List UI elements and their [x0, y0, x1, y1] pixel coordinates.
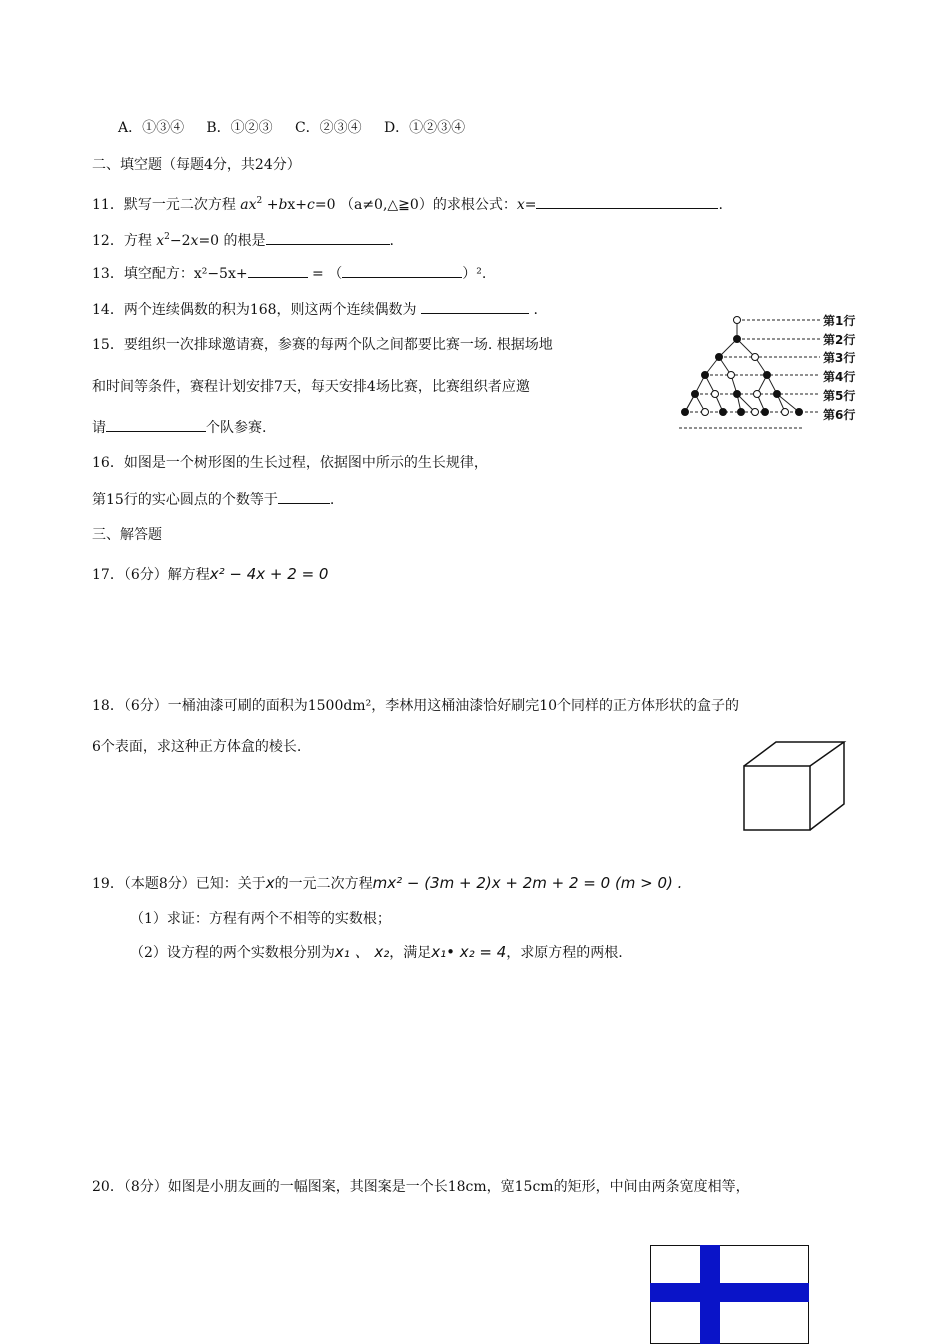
question-16-line1: 16．如图是一个树形图的生长过程，依据图中所示的生长规律， — [92, 455, 488, 471]
equation-19: mx² − (3m + 2)x + 2m + 2 = 0 (m > 0) . — [372, 874, 683, 892]
answer-blank-13a[interactable] — [248, 263, 308, 278]
section-2-heading: 二、填空题（每题4分，共24分） — [92, 157, 301, 173]
answer-blank-12[interactable] — [266, 230, 390, 245]
question-18-line1: 18．（6分）一桶油漆可刷的面积为1500dm²，李林用这桶油漆恰好刷完10个同样的正方体形状的盒子的 — [92, 698, 740, 714]
question-16-line2: 第15行的实心圆点的个数等于 . — [92, 489, 334, 510]
question-17: 17．（6分）解方程x² − 4x + 2 = 0 — [92, 565, 329, 583]
question-13: 13．填空配方：x²−5x+ = （ ）². — [92, 263, 486, 284]
answer-blank-15[interactable] — [106, 417, 206, 432]
option-a: A．①③④ — [118, 120, 185, 136]
question-14: 14．两个连续偶数的积为168，则这两个连续偶数为 . — [92, 299, 538, 320]
answer-blank-11[interactable] — [536, 194, 718, 209]
answer-blank-13b[interactable] — [342, 263, 462, 278]
option-b: B．①②③ — [206, 120, 273, 136]
cross-pattern-figure — [650, 1245, 810, 1344]
equation-17: x² − 4x + 2 = 0 — [209, 565, 329, 583]
option-d: D．①②③④ — [383, 120, 466, 136]
question-15-line2: 和时间等条件，赛程计划安排7天，每天安排4场比赛，比赛组织者应邀 — [92, 379, 530, 395]
question-19-part1: （1）求证：方程有两个不相等的实数根； — [130, 911, 391, 927]
question-20-line1: 20．（8分）如图是小朋友画的一幅图案，其图案是一个长18cm，宽15cm的矩形，中间由两条宽度相等， — [92, 1179, 750, 1195]
question-18-line2: 6个表面，求这种正方体盒的棱长. — [92, 739, 302, 755]
question-12: 12．方程 $x^2-2x=0$ 的根是 . — [92, 232, 394, 249]
answer-blank-16[interactable] — [278, 489, 330, 504]
question-19-line1: 19．（本题8分）已知：关于x的一元二次方程mx² − (3m + 2)x + 2m + 2 = 0 (m > 0) . — [92, 874, 683, 892]
tree-row-label: 第3行 — [823, 351, 856, 365]
option-c: C．②③④ — [294, 120, 362, 136]
question-15-line1: 15．要组织一次排球邀请赛，参赛的每两个队之间都要比赛一场. 根据场地 — [92, 337, 553, 353]
tree-row-label: 第6行 — [823, 408, 856, 422]
q10-options — [118, 118, 465, 138]
tree-row-label: 第4行 — [823, 370, 856, 384]
tree-row-label: 第2行 — [823, 333, 856, 347]
tree-row-label: 第1行 — [823, 314, 856, 328]
cube-figure — [740, 738, 850, 834]
section-3-heading: 三、解答题 — [92, 527, 162, 543]
question-11: 11．默写一元二次方程 $ax^2 +bx+c=0$ （a≠0,△≧0）的求根公式：x= . — [92, 196, 723, 213]
tree-row-label: 第5行 — [823, 389, 856, 403]
answer-blank-14[interactable] — [421, 299, 529, 314]
question-19-part2: （2）设方程的两个实数根分别为x₁ 、 x₂，满足x₁• x₂ = 4，求原方程的两根. — [130, 943, 623, 961]
tree-growth-figure — [675, 312, 875, 432]
question-15-line3: 请 个队参赛. — [92, 417, 266, 438]
